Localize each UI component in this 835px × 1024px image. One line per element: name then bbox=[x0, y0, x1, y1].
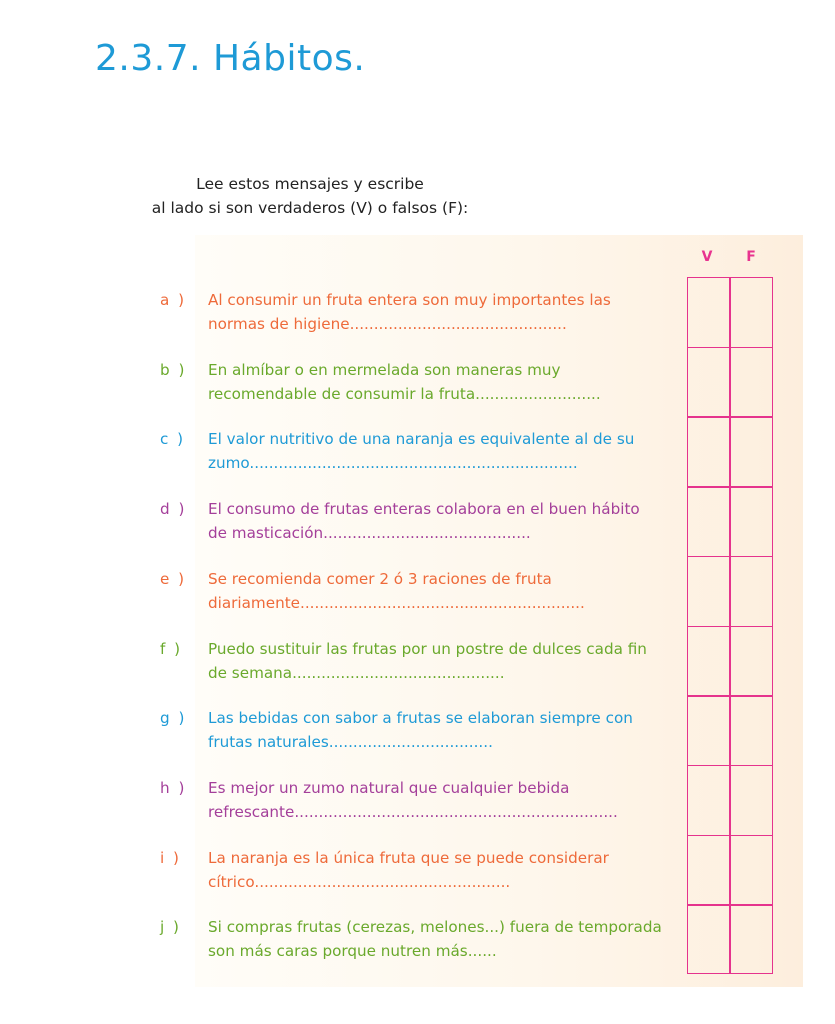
statement-item bbox=[160, 776, 665, 830]
statement-item bbox=[160, 358, 665, 412]
statement-text: En almíbar o en mermelada son maneras muy recomendable de consumir la fruta.......................... bbox=[208, 360, 601, 403]
statement-item bbox=[160, 497, 665, 551]
page-title: 2.3.7. Hábitos. bbox=[95, 38, 366, 79]
column-header-f: F bbox=[746, 249, 756, 265]
answer-cell-v[interactable] bbox=[688, 417, 729, 485]
statement-item bbox=[160, 427, 665, 481]
answer-cell-v[interactable] bbox=[688, 348, 729, 416]
statement-item bbox=[160, 567, 665, 621]
statement-text: El valor nutritivo de una naranja es equivalente al de su zumo.................................................................... bbox=[208, 430, 635, 473]
statement-letter: d ) bbox=[160, 500, 187, 519]
answer-cell-f[interactable] bbox=[731, 836, 771, 904]
answer-cell-f[interactable] bbox=[731, 557, 771, 625]
answer-cell-v[interactable] bbox=[688, 627, 729, 695]
instructions-line-1: Lee estos mensajes y escribe bbox=[196, 175, 424, 193]
statement-item bbox=[160, 706, 665, 760]
answer-cell-f[interactable] bbox=[731, 417, 771, 485]
answer-cell-f[interactable] bbox=[731, 905, 771, 973]
instructions bbox=[100, 172, 520, 220]
statement-letter: g ) bbox=[160, 709, 187, 728]
statement-letter: j ) bbox=[160, 918, 181, 937]
statement-letter: f ) bbox=[160, 639, 183, 658]
statement-letter: b ) bbox=[160, 360, 187, 379]
answer-cell-v[interactable] bbox=[688, 278, 729, 346]
answer-cell-v[interactable] bbox=[688, 557, 729, 625]
answer-cell-v[interactable] bbox=[688, 905, 729, 973]
statement-text: Puedo sustituir las frutas por un postre de dulces cada fin de semana............................................ bbox=[208, 639, 647, 682]
statement-letter: i ) bbox=[160, 848, 181, 867]
statement-text: El consumo de frutas enteras colabora en el buen hábito de masticación........................................... bbox=[208, 500, 640, 543]
answer-cell-f[interactable] bbox=[731, 348, 771, 416]
statement-item bbox=[160, 915, 665, 969]
answer-grid bbox=[687, 277, 773, 974]
answer-cell-f[interactable] bbox=[731, 696, 771, 764]
statement-letter: a ) bbox=[160, 291, 187, 309]
statement-item bbox=[160, 846, 665, 900]
statement-text: Es mejor un zumo natural que cualquier bebida refrescante................................................................... bbox=[208, 778, 618, 821]
statement-text: Al consumir un fruta entera son muy importantes las normas de higiene............................................. bbox=[208, 291, 611, 333]
statement-text: Las bebidas con sabor a frutas se elaboran siempre con frutas naturales.................................. bbox=[208, 709, 633, 752]
statement-text: Si compras frutas (cerezas, melones...) fuera de temporada son más caras porque nutren más...... bbox=[208, 918, 662, 961]
statement-item bbox=[160, 288, 665, 342]
answer-cell-v[interactable] bbox=[688, 696, 729, 764]
instructions-line-2: al lado si son verdaderos (V) o falsos (F): bbox=[151, 199, 469, 217]
answer-cell-v[interactable] bbox=[688, 836, 729, 904]
statement-letter: e ) bbox=[160, 569, 187, 588]
statement-text: La naranja es la única fruta que se puede considerar cítrico..................................................... bbox=[208, 848, 609, 891]
column-header-v: V bbox=[701, 249, 713, 265]
answer-cell-v[interactable] bbox=[688, 487, 729, 555]
answer-cell-f[interactable] bbox=[731, 278, 771, 346]
statement-item bbox=[160, 637, 665, 691]
answer-cell-f[interactable] bbox=[731, 627, 771, 695]
answer-cell-v[interactable] bbox=[688, 766, 729, 834]
statement-letter: c ) bbox=[160, 430, 186, 449]
answer-cell-f[interactable] bbox=[731, 766, 771, 834]
answer-cell-f[interactable] bbox=[731, 487, 771, 555]
statement-letter: h ) bbox=[160, 778, 187, 797]
statement-text: Se recomienda comer 2 ó 3 raciones de fruta diariamente........................................................... bbox=[208, 569, 585, 612]
